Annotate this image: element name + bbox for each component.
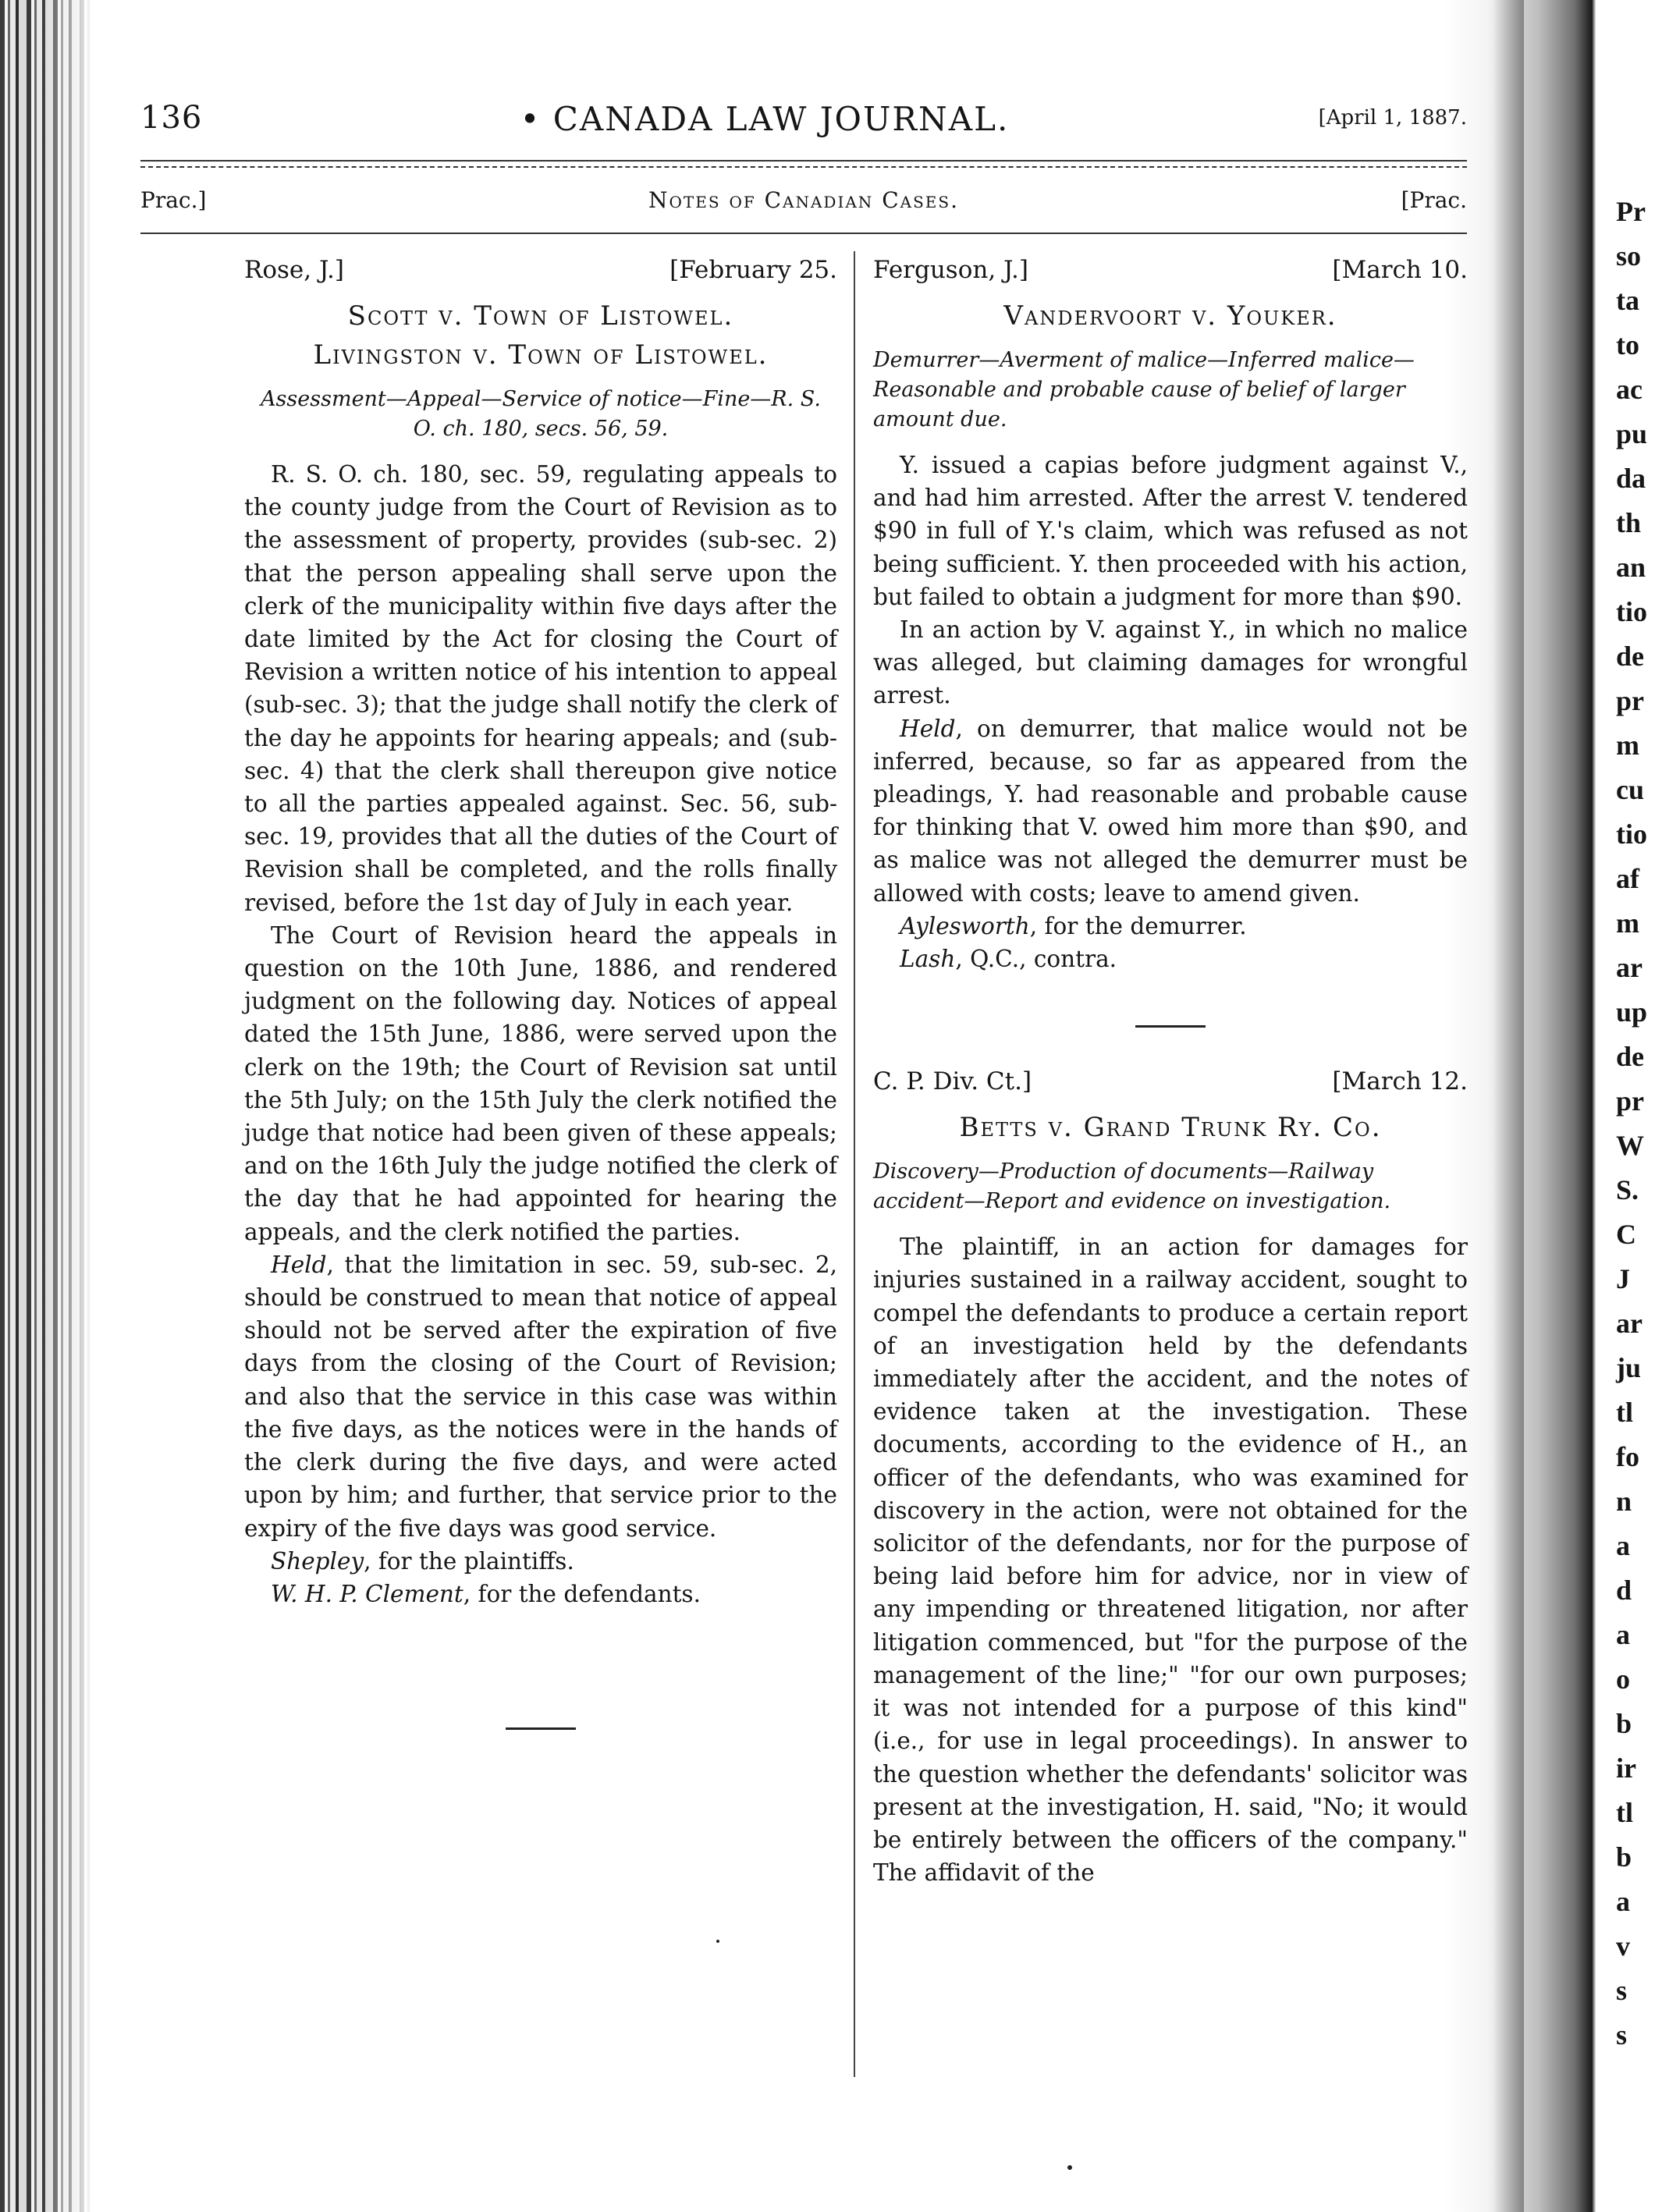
next-page-fragment-text: ac <box>1616 374 1643 405</box>
left-column <box>244 254 837 1764</box>
held-label: Held <box>900 715 956 742</box>
case-header <box>873 254 1468 289</box>
case-paragraph: Y. issued a capias before judgment against V., and had him arrested. After the arrest V. tendered $90 in full of Y.'s claim, which was refused as not being sufficient. Y. then proceeded with his action, but failed to obtain a judgment for more than $90. <box>873 452 1468 610</box>
next-page-fragment-text: ta <box>1616 285 1639 316</box>
next-page-fragment-text: an <box>1616 552 1646 583</box>
page-number: 136 <box>140 100 203 136</box>
next-page-fragment-text: th <box>1616 507 1642 538</box>
judge: Rose, J.] <box>244 256 344 284</box>
issue-date: [April 1, 1887. <box>1318 106 1467 130</box>
next-page-fragment-text: J <box>1616 1263 1630 1294</box>
next-page-fragment-text: pr <box>1616 1085 1644 1117</box>
next-page-fragment-text: tl <box>1616 1797 1633 1828</box>
counsel-role: , for the defendants. <box>463 1580 701 1607</box>
next-page-fragment-text: v <box>1616 1930 1630 1962</box>
case-name: Scott v. Town of Listowel. <box>347 300 734 332</box>
next-page-fragment-text: de <box>1616 1041 1644 1072</box>
journal-title: • CANADA LAW JOURNAL. <box>520 100 1010 138</box>
case-separator-rule <box>1135 1025 1206 1028</box>
case-name: Vandervoort v. Youker. <box>1003 300 1337 332</box>
section-right-label: [Prac. <box>1401 187 1467 213</box>
next-page-fragment-text: d <box>1616 1575 1632 1606</box>
next-page-fragment-text: o <box>1616 1663 1630 1695</box>
right-column <box>873 254 1468 1889</box>
section-subhead <box>140 187 1467 218</box>
decision-date: [March 12. <box>1332 1067 1468 1096</box>
next-page-fragment-text: a <box>1616 1886 1630 1917</box>
next-page-fragment-text: a <box>1616 1619 1630 1650</box>
counsel-line <box>244 1545 837 1578</box>
next-page-fragment-text: s <box>1616 2019 1628 2050</box>
catchwords: Demurrer—Averment of malice—Inferred malice—Reasonable and probable cause of belief of larger amount due. <box>873 348 1415 431</box>
next-page-fragment-text: tio <box>1616 818 1647 850</box>
next-page-fragment-text: ju <box>1616 1352 1642 1383</box>
case-name: Livingston v. Town of Listowel. <box>313 339 769 371</box>
header-rule-1 <box>140 160 1467 162</box>
section-left-label: Prac.] <box>140 187 207 213</box>
next-page-fragment-text: b <box>1616 1841 1632 1873</box>
holding-paragraph <box>244 1248 837 1545</box>
case-paragraph: The plaintiff, in an action for damages for injuries sustained in a railway accident, sought to compel the defendants to produce a certain report of an investigation held by the defendants immediately after the accident, and the notes of evidence taken at the investigation. These documents, according to the evidence of H., an officer of the defendants, who was examined for discovery in the action, were not obtained for the solicitor of the defendants, nor for the purpose of being laid before him for advice, nor in view of any impending or threatened litigation, nor after litigation commenced, but "for the purpose of the management of the line;" "for our own purposes; it was not intended for a purpose of this kind" (i.e., for use in legal proceedings). In answer to the question whether the defendants' solicitor was present at the investigation, H. said, "No; it would be entirely between the officers of the company." The affidavit of the <box>873 1234 1468 1887</box>
header-rule-2 <box>140 166 1467 168</box>
next-page-fragment-text: ar <box>1616 1308 1643 1339</box>
next-page-fragment-text: da <box>1616 463 1646 494</box>
catchwords: Discovery—Production of documents—Railway accident—Report and evidence on investigation. <box>873 1159 1391 1214</box>
next-page-fragment-text: so <box>1616 240 1642 272</box>
holding-text: , that the limitation in sec. 59, sub-sec. 2, should be construed to mean that notice of appeal should not be served after the expiration of five days from the closing of the Court of Revision; and also that the service in this case was within the five days, as the notices were in the hands of the clerk during the five days, and were acted upon by him; and further, that service prior to the expiry of the five days was good service. <box>244 1251 837 1542</box>
next-page-fragment-text: to <box>1616 329 1639 360</box>
next-page-fragment-text: tio <box>1616 596 1647 627</box>
column-divider <box>854 251 855 2077</box>
held-label: Held <box>271 1251 327 1278</box>
counsel-line <box>873 910 1468 943</box>
next-page-fragment-text: pr <box>1616 685 1644 716</box>
case-header <box>244 254 837 289</box>
next-page-fragment-text: C <box>1616 1219 1636 1250</box>
counsel-name: Aylesworth <box>900 912 1030 939</box>
counsel-role: , for the demurrer. <box>1029 912 1247 939</box>
case-paragraph: In an action by V. against Y., in which no malice was alleged, but claiming damages for wrongful arrest. <box>873 616 1468 709</box>
catchwords: Assessment—Appeal—Service of notice—Fine—R. S. O. ch. 180, secs. 56, 59. <box>261 387 821 441</box>
next-page-fragment-text: Pr <box>1616 196 1646 227</box>
next-page-fragment-text: b <box>1616 1708 1632 1739</box>
page-gutter-shadow <box>1493 0 1524 2212</box>
next-page-fragment-text: up <box>1616 996 1648 1028</box>
subhead-rule <box>140 233 1467 234</box>
counsel-line <box>873 943 1468 975</box>
page-speck <box>1067 2165 1072 2170</box>
end-rule <box>506 1727 576 1730</box>
holding-paragraph <box>873 712 1468 910</box>
case-paragraph: The Court of Revision heard the appeals in question on the 10th June, 1886, and rendered judgment on the following day. Notices of appeal dated the 15th June, 1886, were served upon the clerk on the 19th; the Court of Revision sat until the 5th July; on the 15th July the clerk notified the judge that notice had been given of these appeals; and on the 16th July the judge notified the clerk of the day that he had appointed for hearing the appeals, and the clerk notified the parties. <box>244 921 837 1245</box>
case-header <box>873 1065 1468 1101</box>
case-name: Betts v. Grand Trunk Ry. Co. <box>959 1112 1382 1144</box>
page-speck <box>716 1940 719 1943</box>
next-page-fragment <box>1608 0 1655 2212</box>
next-page-fragment-text: m <box>1616 907 1639 939</box>
next-page-fragment-text: a <box>1616 1530 1630 1561</box>
holding-text: , on demurrer, that malice would not be inferred, because, so far as appeared from the pleadings, Y. had reasonable and probable cause for thinking that V. owed him more than $90, and as malice was not alleged the demurrer must be allowed with costs; leave to amend given. <box>873 715 1468 907</box>
next-page-fragment-text: s <box>1616 1975 1628 2006</box>
decision-date: [February 25. <box>669 256 837 284</box>
next-page-fragment-text: cu <box>1616 774 1644 805</box>
running-head <box>140 100 1467 147</box>
counsel-name: Lash <box>900 946 956 973</box>
next-page-fragment-text: S. <box>1616 1174 1639 1205</box>
next-page-fragment-text: pu <box>1616 418 1648 449</box>
counsel-line <box>244 1578 837 1610</box>
next-page-fragment-text: ar <box>1616 952 1643 983</box>
next-page-fragment-text: tl <box>1616 1397 1633 1428</box>
next-page-fragment-text: af <box>1616 863 1639 894</box>
counsel-name: W. H. P. Clement <box>271 1580 463 1607</box>
next-page-fragment-text: fo <box>1616 1441 1639 1472</box>
next-page-fragment-text: n <box>1616 1486 1632 1517</box>
case-paragraph: R. S. O. ch. 180, sec. 59, regulating appeals to the county judge from the Court of Revision as to the assessment of property, provides (sub-sec. 2) that the person appealing shall serve upon the clerk of the municipality within five days after the date limited by the Act for closing the Court of Revision a written notice of his intention to appeal (sub-sec. 3); that the judge shall notify the clerk of the day he appoints for hearing appeals; and (sub-sec. 4) that the clerk shall thereupon give notice to all the parties appealed against. Sec. 56, sub-sec. 19, provides that all the duties of the Court of Revision shall be completed, and the rolls finally revised, before the 1st day of July in each year. <box>244 461 837 916</box>
section-title: Notes of Canadian Cases. <box>648 187 959 213</box>
next-page-fragment-text: de <box>1616 641 1644 672</box>
counsel-role: , for the plaintiffs. <box>364 1547 574 1575</box>
counsel-role: , Q.C., contra. <box>955 946 1117 973</box>
next-page-fragment-text: ir <box>1616 1752 1636 1784</box>
judge: C. P. Div. Ct.] <box>873 1067 1032 1096</box>
judge: Ferguson, J.] <box>873 256 1029 284</box>
scan-left-edge <box>0 0 94 2212</box>
counsel-name: Shepley <box>271 1547 364 1575</box>
next-page-fragment-text: m <box>1616 730 1639 761</box>
next-page-fragment-text: W <box>1616 1130 1644 1161</box>
decision-date: [March 10. <box>1332 256 1468 284</box>
